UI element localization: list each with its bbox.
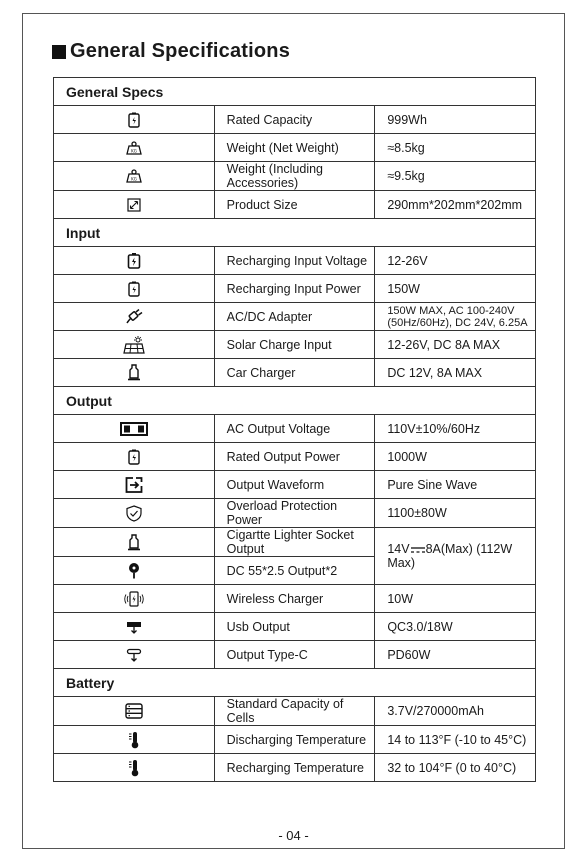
spec-value: 1100±80W [375, 499, 536, 528]
shared-value-voltage: 14V [387, 542, 410, 556]
table-row [54, 613, 536, 641]
table-row [54, 443, 536, 471]
spec-value: 32 to 104°F (0 to 40°C) [375, 754, 536, 782]
battery-icon [54, 275, 215, 303]
cell-stack-icon [54, 697, 215, 726]
spec-value: PD60W [375, 641, 536, 669]
spec-label: Discharging Temperature [214, 726, 375, 754]
spec-label: Recharging Input Voltage [214, 247, 375, 275]
usb-c-icon [54, 641, 215, 669]
table-row [54, 134, 536, 162]
spec-label: Cigartte Lighter Socket Output [214, 528, 375, 557]
weight-icon [54, 162, 215, 191]
table-row [54, 471, 536, 499]
usb-icon [54, 613, 215, 641]
spec-label: Standard Capacity of Cells [214, 697, 375, 726]
section-battery [54, 669, 536, 697]
thermometer-icon [54, 726, 215, 754]
title-square-icon [52, 45, 66, 59]
spec-value: 150W [375, 275, 536, 303]
spec-value: 1000W [375, 443, 536, 471]
table-row [54, 499, 536, 528]
spec-label: AC Output Voltage [214, 415, 375, 443]
section-output [54, 387, 536, 415]
spec-value-merged [375, 528, 536, 585]
thermometer-icon [54, 754, 215, 782]
spec-label: Weight (Including Accessories) [214, 162, 375, 191]
section-heading: Input [54, 219, 536, 247]
table-row [54, 528, 536, 557]
battery-charge-icon [54, 247, 215, 275]
table-row [54, 697, 536, 726]
spec-label: Solar Charge Input [214, 331, 375, 359]
car-socket-icon [54, 528, 215, 557]
spec-label: Product Size [214, 191, 375, 219]
shared-value-current: 8A(Max) (112W Max) [387, 542, 513, 570]
table-row [54, 191, 536, 219]
adapter-plug-icon [54, 303, 215, 331]
spec-label: Output Waveform [214, 471, 375, 499]
spec-label: Rated Capacity [214, 106, 375, 134]
section-heading: Battery [54, 669, 536, 697]
section-heading: Output [54, 387, 536, 415]
table-row [54, 303, 536, 331]
spec-value: 3.7V/270000mAh [375, 697, 536, 726]
spec-value: 14 to 113°F (-10 to 45°C) [375, 726, 536, 754]
spec-label: AC/DC Adapter [214, 303, 375, 331]
spec-value: 12-26V [375, 247, 536, 275]
spec-value: 290mm*202mm*202mm [375, 191, 536, 219]
spec-label: Overload Protection Power [214, 499, 375, 528]
section-heading: General Specs [54, 78, 536, 106]
table-row [54, 726, 536, 754]
table-row [54, 641, 536, 669]
table-row [54, 754, 536, 782]
solar-panel-icon [54, 331, 215, 359]
spec-value: ≈8.5kg [375, 134, 536, 162]
page-title [52, 40, 290, 63]
section-input [54, 219, 536, 247]
spec-label: Weight (Net Weight) [214, 134, 375, 162]
spec-value: ≈9.5kg [375, 162, 536, 191]
shield-check-icon [54, 499, 215, 528]
spec-value: 110V±10%/60Hz [375, 415, 536, 443]
table-row [54, 585, 536, 613]
spec-value: 150W MAX, AC 100-240V (50Hz/60Hz), DC 24V, 6.25A [375, 303, 536, 331]
spec-value: 10W [375, 585, 536, 613]
car-charger-icon [54, 359, 215, 387]
battery-icon [54, 106, 215, 134]
page-number: - 04 - [278, 828, 309, 843]
dc-pin-icon [54, 557, 215, 585]
svg-text:KG: KG [130, 148, 137, 153]
spec-value: 999Wh [375, 106, 536, 134]
wireless-charger-icon [54, 585, 215, 613]
spec-label: Recharging Temperature [214, 754, 375, 782]
spec-value: DC 12V, 8A MAX [375, 359, 536, 387]
spec-label: Rated Output Power [214, 443, 375, 471]
dc-symbol-icon [411, 546, 425, 554]
table-row [54, 162, 536, 191]
table-row [54, 275, 536, 303]
spec-value: Pure Sine Wave [375, 471, 536, 499]
spec-value: 12-26V, DC 8A MAX [375, 331, 536, 359]
spec-label: Wireless Charger [214, 585, 375, 613]
spec-table [53, 77, 536, 782]
table-row [54, 331, 536, 359]
battery-icon [54, 443, 215, 471]
table-row [54, 359, 536, 387]
section-general [54, 78, 536, 106]
svg-text:KG: KG [130, 176, 137, 182]
table-row [54, 247, 536, 275]
spec-label: DC 55*2.5 Output*2 [214, 557, 375, 585]
table-row [54, 415, 536, 443]
table-row [54, 106, 536, 134]
weight-icon [54, 134, 215, 162]
spec-value: QC3.0/18W [375, 613, 536, 641]
spec-label: Car Charger [214, 359, 375, 387]
spec-label: Output Type-C [214, 641, 375, 669]
output-arrow-icon [54, 471, 215, 499]
ac-outlet-icon [54, 415, 215, 443]
spec-label: Usb Output [214, 613, 375, 641]
spec-label: Recharging Input Power [214, 275, 375, 303]
page-title-text: General Specifications [70, 40, 291, 62]
size-icon [54, 191, 215, 219]
